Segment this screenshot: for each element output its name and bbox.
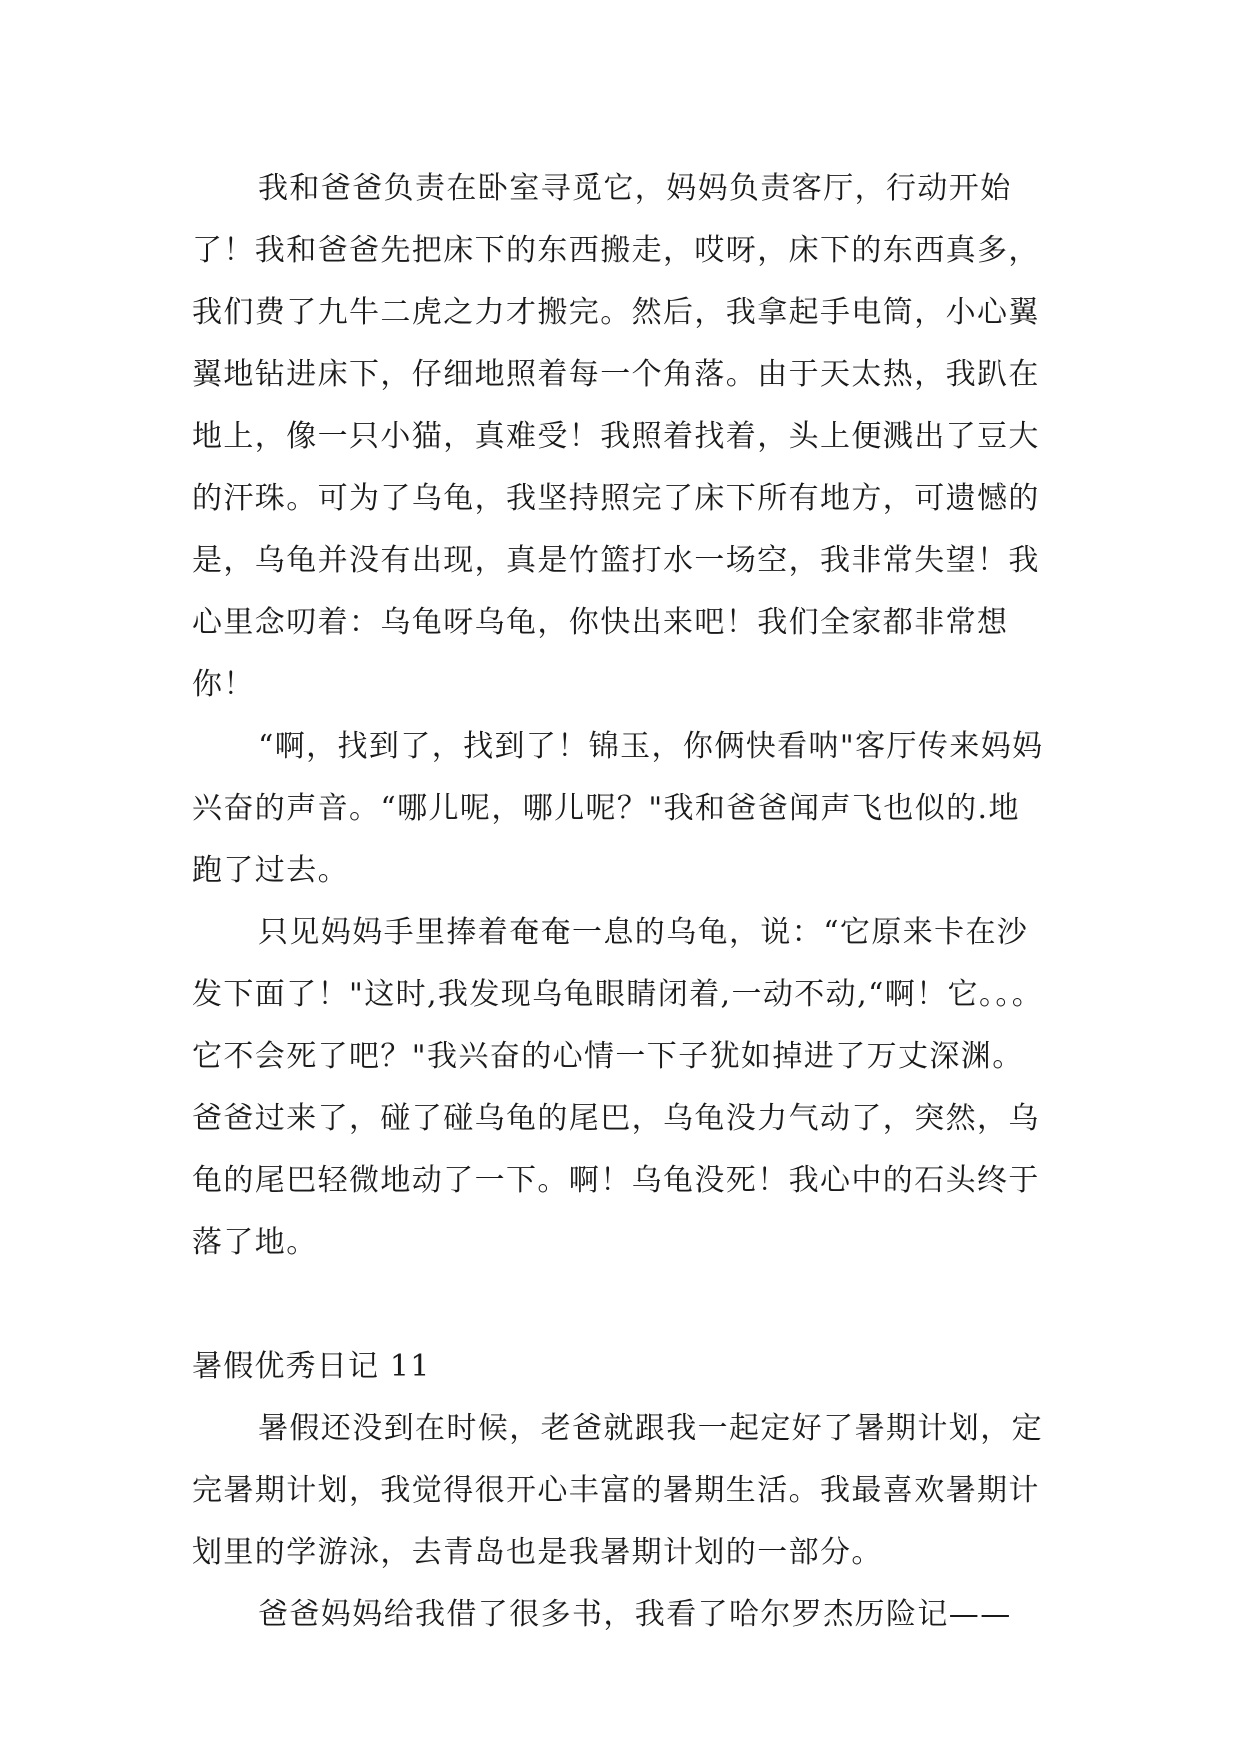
paragraph-turtle-alive: 只见妈妈手里捧着奄奄一息的乌龟，说：“它原来卡在沙发下面了！"这时,我发现乌龟眼睛闭着,一动不动,“啊！它。。。它不会死了吧？"我兴奋的心情一下子犹如掉进了万丈深渊。爸爸过来了，碰了碰乌龟的尾巴，乌龟没力气动了，突然，乌龟的尾巴轻微地动了一下。啊！乌龟没死！我心中的石头终于落了地。 [192,915,1044,1260]
section-gap [192,1274,1050,1336]
paragraph-books: 爸爸妈妈给我借了很多书，我看了哈尔罗杰历险记—— [258,1597,1012,1632]
paragraph-found-turtle: “啊，找到了，找到了！锦玉，你俩快看呐"客厅传来妈妈兴奋的声音。“哪儿呢，哪儿呢？"我和爸爸闻声飞也似的.地跑了过去。 [192,729,1044,888]
diary-heading: 暑假优秀日记 11 [192,1349,431,1384]
paragraph-search-bedroom: 我和爸爸负责在卧室寻觅它，妈妈负责客厅，行动开始了！我和爸爸先把床下的东西搬走，哎呀，床下的东西真多，我们费了九牛二虎之力才搬完。然后，我拿起手电筒，小心翼翼地钻进床下，仔细地照着每一个角落。由于天太热，我趴在地上，像一只小猫，真难受！我照着找着，头上便溅出了豆大的汗珠。可为了乌龟，我坚持照完了床下所有地方，可遗憾的是，乌龟并没有出现，真是竹篮打水一场空，我非常失望！我心里念叨着：乌龟呀乌龟，你快出来吧！我们全家都非常想你！ [192,171,1040,702]
paragraph-summer-plan: 暑假还没到在时候，老爸就跟我一起定好了暑期计划，定完暑期计划，我觉得很开心丰富的暑期生活。我最喜欢暑期计划里的学游泳，去青岛也是我暑期计划的一部分。 [192,1411,1043,1570]
document-body [192,158,1050,1646]
